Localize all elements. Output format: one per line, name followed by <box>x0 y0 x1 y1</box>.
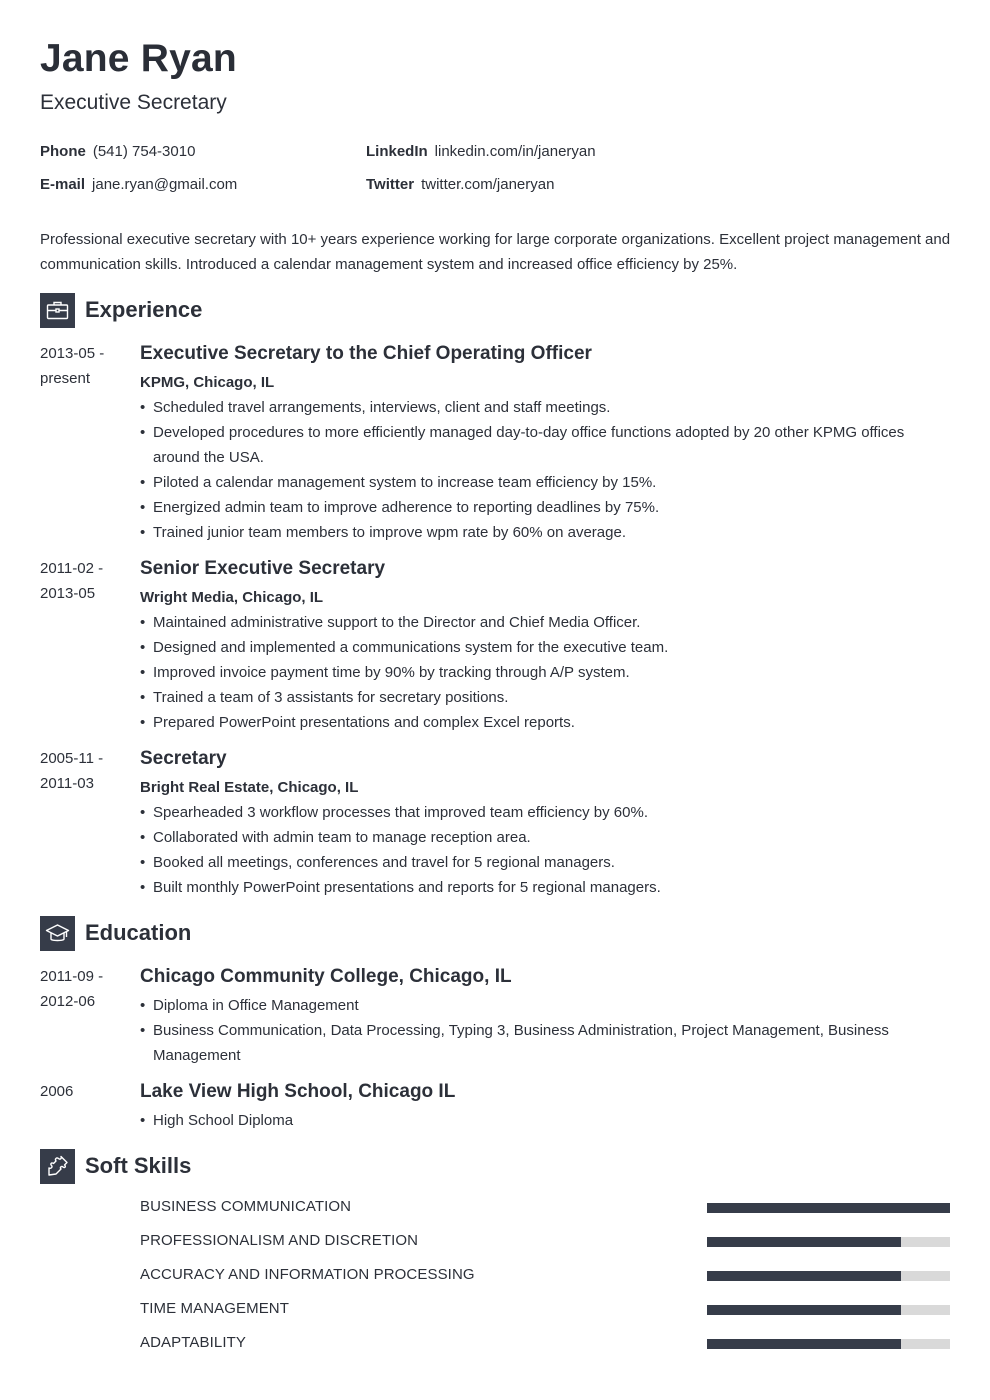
skill-level-bar <box>707 1237 950 1247</box>
email-label: E-mail <box>40 176 86 193</box>
date-start: 2006 <box>40 1083 74 1100</box>
skill-row <box>140 1298 950 1320</box>
twitter-label: Twitter <box>366 176 415 193</box>
bullet-item: • Scheduled travel arrangements, interviews, client and staff meetings. <box>140 395 955 420</box>
school-name: Lake View High School, Chicago IL <box>140 1081 456 1102</box>
skill-row <box>140 1230 950 1252</box>
phone-label: Phone <box>40 143 86 160</box>
skill-row <box>140 1264 950 1286</box>
twitter-value[interactable]: twitter.com/janeryan <box>421 176 555 193</box>
skill-level-fill <box>707 1339 901 1349</box>
skill-level-fill <box>707 1203 950 1213</box>
contact-linkedin <box>366 143 596 160</box>
skill-level-fill <box>707 1237 901 1247</box>
entry-dates <box>40 341 130 391</box>
linkedin-label: LinkedIn <box>366 143 428 160</box>
bullet-item: • Improved invoice payment time by 90% by tracking through A/P system. <box>140 660 955 685</box>
skill-level-fill <box>707 1305 901 1315</box>
bullet-item: • Piloted a calendar management system to increase team efficiency by 15%. <box>140 470 955 495</box>
bullet-item: • Diploma in Office Management <box>140 993 955 1018</box>
skill-name: PROFESSIONALISM AND DISCRETION <box>140 1232 419 1249</box>
skill-row <box>140 1196 950 1218</box>
entry-dates <box>40 964 130 1014</box>
skill-name: ACCURACY AND INFORMATION PROCESSING <box>140 1266 475 1283</box>
bullet-item: • Collaborated with admin team to manage reception area. <box>140 825 955 850</box>
skill-level-bar <box>707 1339 950 1349</box>
graduation-cap-icon <box>40 916 75 951</box>
job-company: Bright Real Estate, Chicago, IL <box>140 779 359 796</box>
entry-dates <box>40 556 130 606</box>
job-company: Wright Media, Chicago, IL <box>140 589 324 606</box>
skill-level-bar <box>707 1203 950 1213</box>
skill-level-bar <box>707 1305 950 1315</box>
contact-email <box>40 176 237 193</box>
skills-heading: Soft Skills <box>85 1153 192 1178</box>
bullet-item: • Business Communication, Data Processing, Typing 3, Business Administration, Project Management, Business Management <box>140 1018 955 1068</box>
experience-heading: Experience <box>85 297 203 322</box>
bullet-item: • Energized admin team to improve adherence to reporting deadlines by 75%. <box>140 495 955 520</box>
skill-level-fill <box>707 1271 901 1281</box>
bullet-item: • Built monthly PowerPoint presentations and reports for 5 regional managers. <box>140 875 955 900</box>
bullet-item: • Maintained administrative support to the Director and Chief Media Officer. <box>140 610 955 635</box>
skill-name: ADAPTABILITY <box>140 1334 246 1351</box>
puzzle-piece-icon <box>40 1149 75 1184</box>
job-company: KPMG, Chicago, IL <box>140 374 275 391</box>
entry-dates <box>40 746 130 796</box>
skill-name: TIME MANAGEMENT <box>140 1300 290 1317</box>
linkedin-value[interactable]: linkedin.com/in/janeryan <box>434 143 596 160</box>
email-value[interactable]: jane.ryan@gmail.com <box>92 176 238 193</box>
date-end: 2013-05 <box>40 585 96 602</box>
date-start: 2005-11 - <box>40 750 104 767</box>
bullet-item: • Designed and implemented a communications system for the executive team. <box>140 635 955 660</box>
date-end: present <box>40 370 91 387</box>
job-title: Secretary <box>140 748 227 769</box>
bullet-item: • Trained a team of 3 assistants for secretary positions. <box>140 685 955 710</box>
date-start: 2013-05 - <box>40 345 105 362</box>
candidate-name: Jane Ryan <box>40 37 237 80</box>
skill-row <box>140 1332 950 1354</box>
bullet-item: • High School Diploma <box>140 1108 955 1133</box>
education-bullets <box>140 993 955 1068</box>
school-name: Chicago Community College, Chicago, IL <box>140 966 512 987</box>
skill-level-bar <box>707 1271 950 1281</box>
job-title: Senior Executive Secretary <box>140 558 386 579</box>
bullet-item: • Prepared PowerPoint presentations and complex Excel reports. <box>140 710 955 735</box>
job-bullets <box>140 610 955 735</box>
skill-name: BUSINESS COMMUNICATION <box>140 1198 352 1215</box>
briefcase-icon <box>40 293 75 328</box>
contact-phone <box>40 143 195 160</box>
education-heading: Education <box>85 920 192 945</box>
contact-twitter <box>366 176 554 193</box>
phone-value: (541) 754-3010 <box>92 143 196 160</box>
job-title: Executive Secretary to the Chief Operating Officer <box>140 343 592 364</box>
date-end: 2011-03 <box>40 775 94 792</box>
profile-summary: Professional executive secretary with 10+ years experience working for large corporate organizations. Excellent project management and communication skills. Introduced a calendar management system and increased office efficiency by 25%. <box>40 231 951 273</box>
bullet-item: • Booked all meetings, conferences and travel for 5 regional managers. <box>140 850 955 875</box>
date-end: 2012-06 <box>40 993 96 1010</box>
date-start: 2011-02 - <box>40 560 104 577</box>
bullet-item: • Spearheaded 3 workflow processes that improved team efficiency by 60%. <box>140 800 955 825</box>
bullet-item: • Developed procedures to more efficiently managed day-to-day office functions adopted by 20 other KPMG offices around the USA. <box>140 420 955 470</box>
bullet-item: • Trained junior team members to improve wpm rate by 60% on average. <box>140 520 955 545</box>
entry-dates <box>40 1079 130 1104</box>
date-start: 2011-09 - <box>40 968 104 985</box>
candidate-role: Executive Secretary <box>40 91 227 114</box>
education-bullets <box>140 1108 955 1133</box>
job-bullets <box>140 800 955 900</box>
job-bullets <box>140 395 955 545</box>
